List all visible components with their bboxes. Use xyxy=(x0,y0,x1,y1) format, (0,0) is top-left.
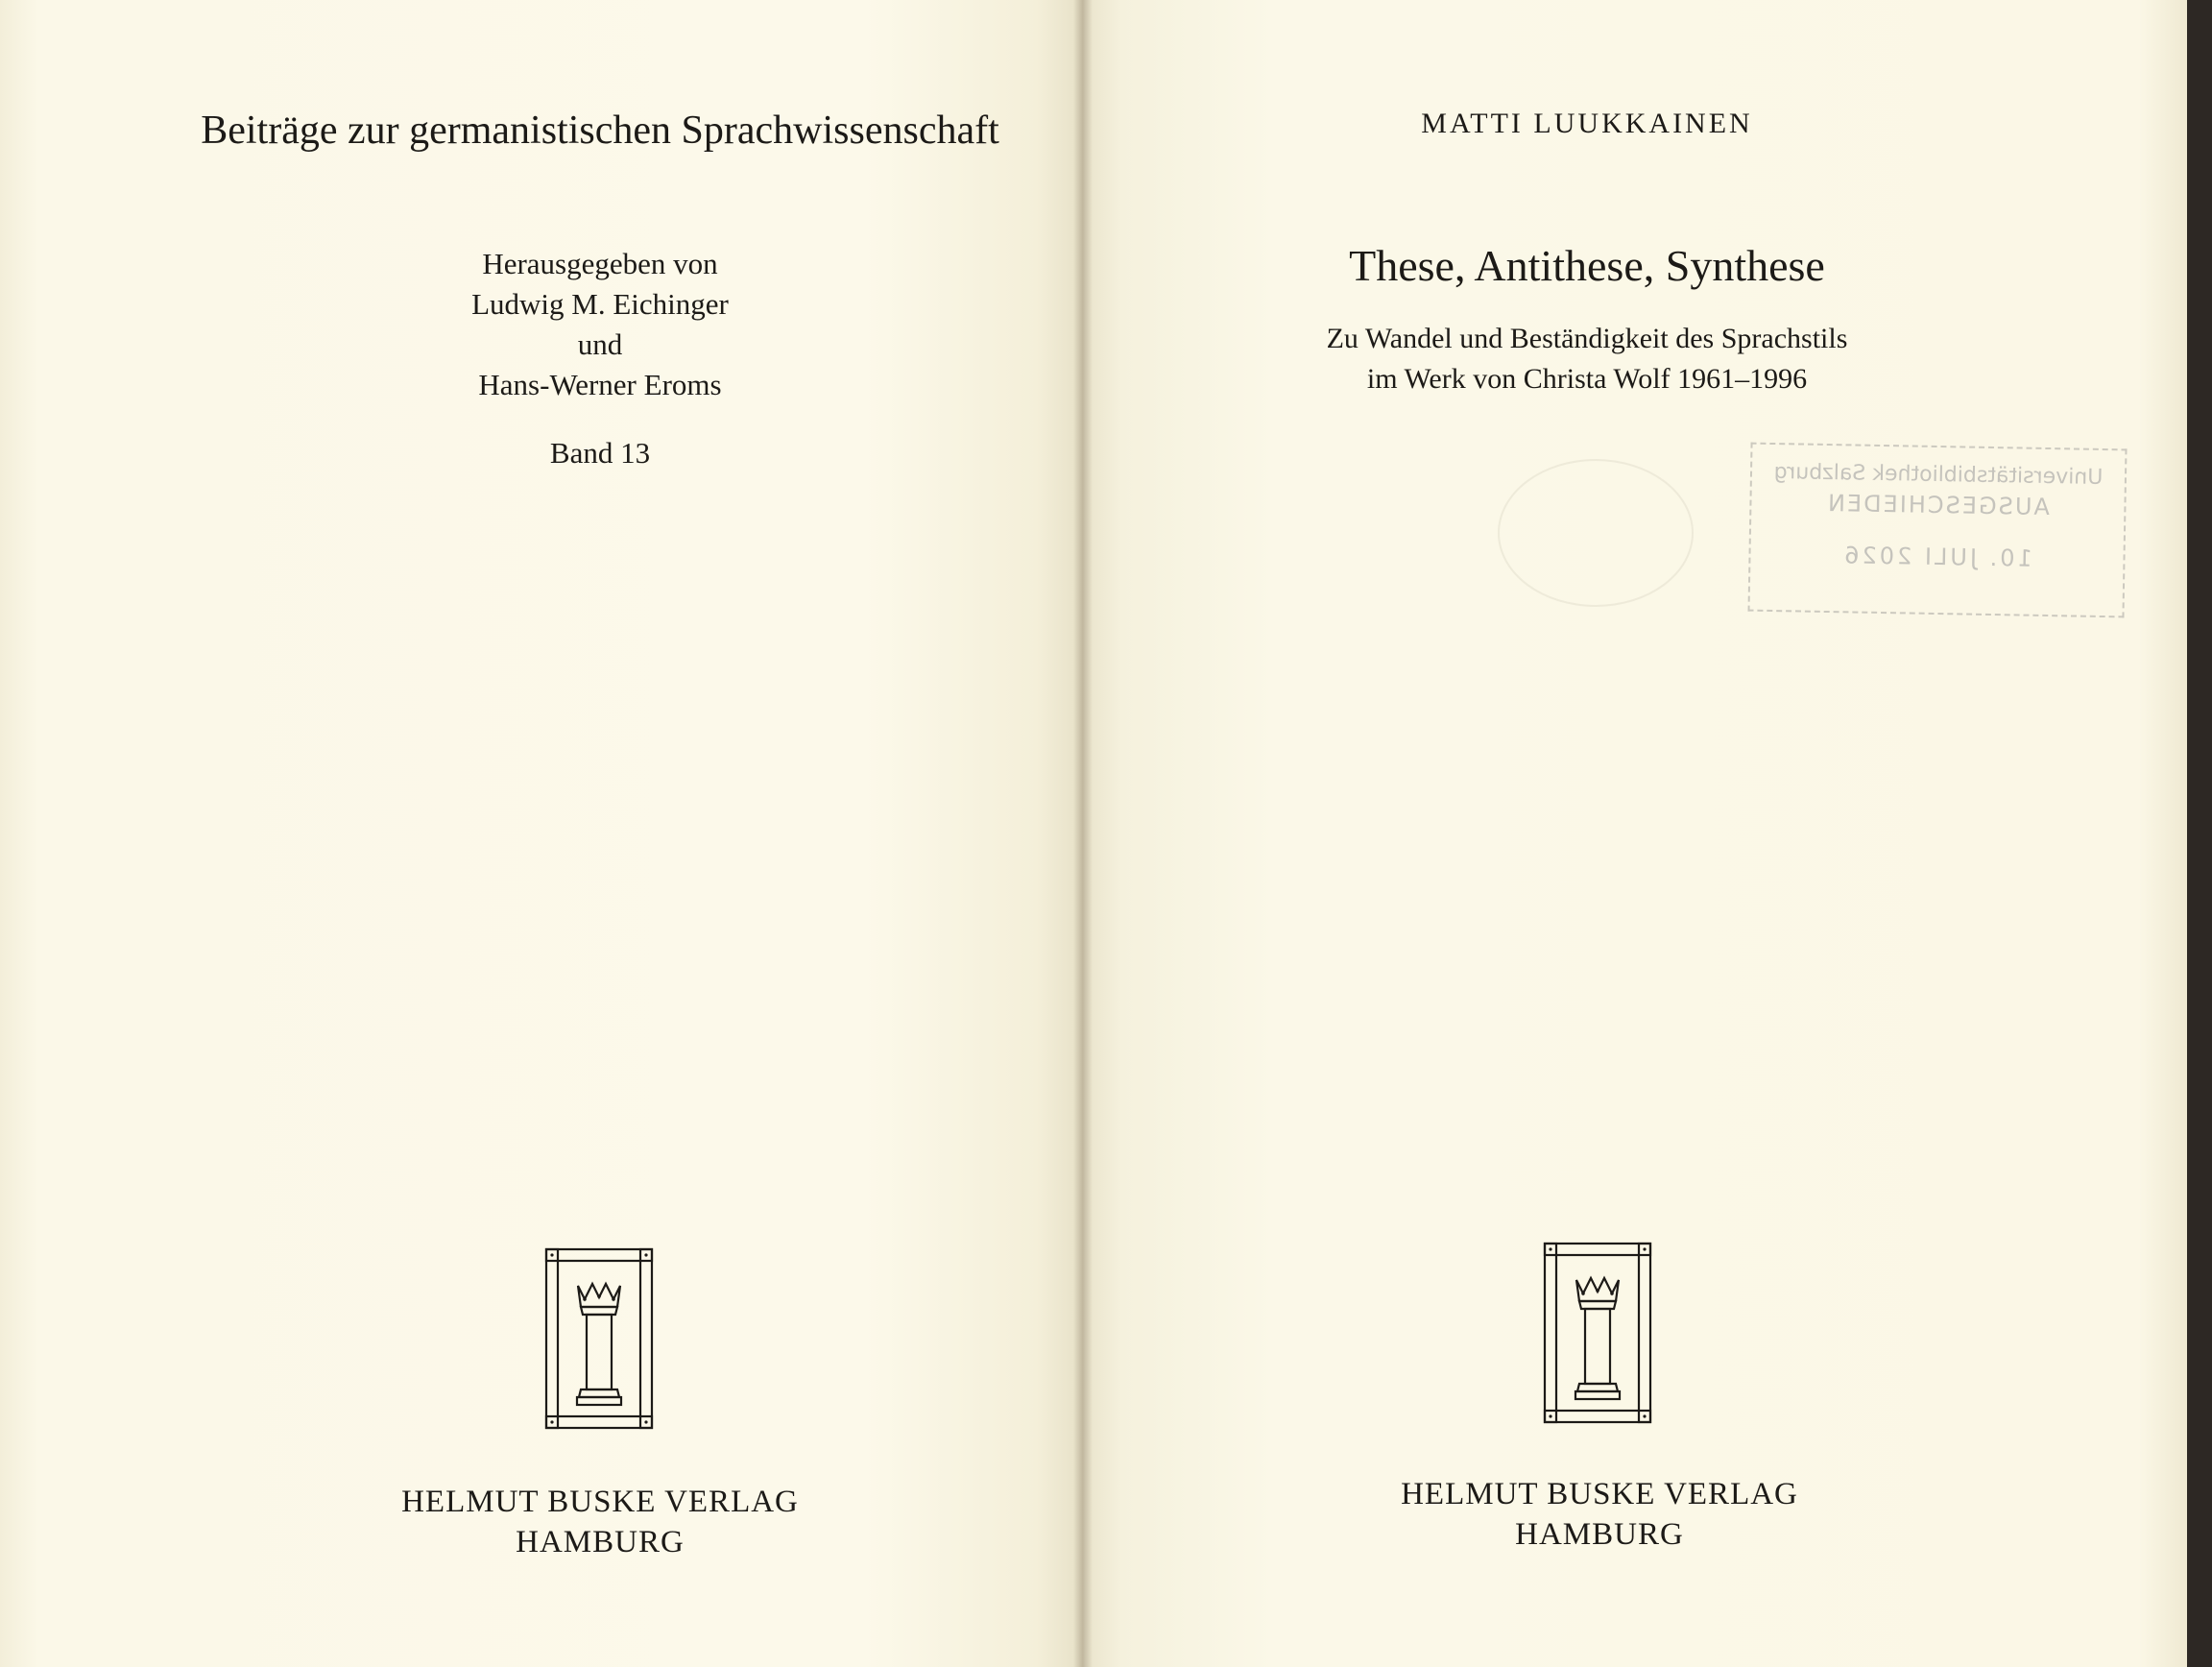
crowned-column-emblem-icon xyxy=(544,1247,654,1430)
crowned-column-emblem-icon xyxy=(1543,1242,1652,1424)
editor-name-2: Hans-Werner Eroms xyxy=(478,368,722,401)
book-title: These, Antithese, Synthese xyxy=(1349,241,1825,290)
editor-name-1: Ludwig M. Eichinger xyxy=(471,287,729,321)
book-edge xyxy=(2187,0,2212,1667)
library-stamp xyxy=(1747,443,2127,618)
editors-conjunction: und xyxy=(577,327,623,361)
publisher-block-right xyxy=(1083,1474,2116,1555)
stamp-status: AUSGESCHIEDEN xyxy=(1825,489,2051,521)
publisher-city: HAMBURG xyxy=(1515,1517,1684,1552)
publisher-name: HELMUT BUSKE VERLAG xyxy=(401,1485,799,1519)
editors-block xyxy=(0,244,1200,405)
author-name: MATTI LUUKKAINEN xyxy=(1421,108,1753,139)
editors-intro: Herausgegeben von xyxy=(482,247,718,280)
subtitle-line-1: Zu Wandel und Beständigkeit des Sprachstils xyxy=(1326,323,1848,354)
volume-number: Band 13 xyxy=(549,436,651,470)
publisher-name: HELMUT BUSKE VERLAG xyxy=(1401,1477,1798,1511)
publisher-city: HAMBURG xyxy=(516,1525,685,1559)
subtitle-line-2: im Werk von Christa Wolf 1961–1996 xyxy=(1366,363,1808,395)
publisher-block-left xyxy=(0,1482,1200,1562)
faint-seal-impression xyxy=(1498,459,1694,607)
series-title: Beiträge zur germanistischen Sprachwissenschaft xyxy=(201,109,999,153)
book-subtitle xyxy=(1083,319,2091,399)
stamp-library-name: Universitätsbibliothek Salzburg xyxy=(1773,460,2104,490)
stamp-date: 10. JULI 2026 xyxy=(1840,542,2033,572)
